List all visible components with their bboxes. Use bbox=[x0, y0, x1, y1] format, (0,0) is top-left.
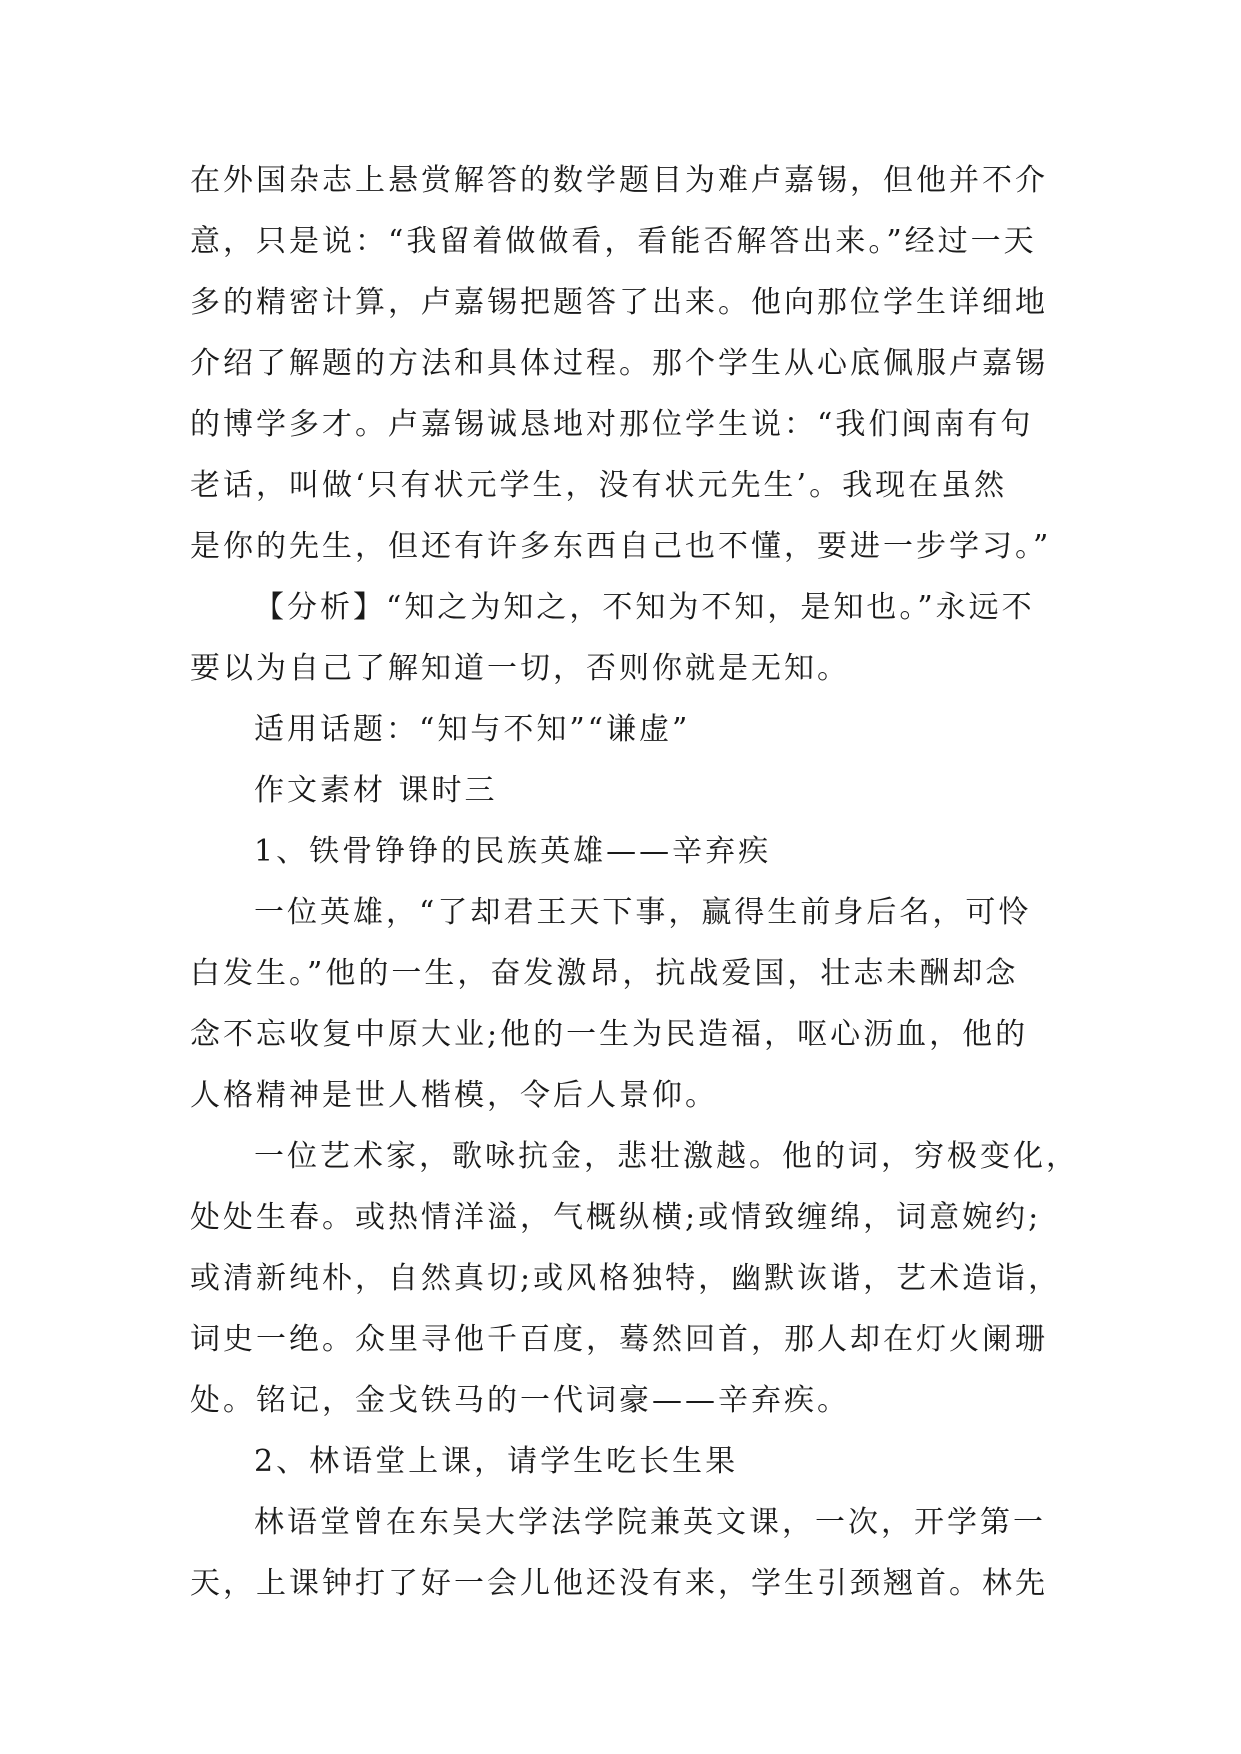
analysis-line-2: 要以为自己了解知道一切，否则你就是无知。 bbox=[190, 651, 850, 686]
text-line-13: 一位英雄，“了却君王天下事，赢得生前身后名，可怜 bbox=[254, 895, 1032, 930]
text-line-23: 林语堂曾在东吴大学法学院兼英文课，一次，开学第一 bbox=[254, 1505, 1046, 1540]
analysis-line-1: 【分析】“知之为知之，不知为不知，是知也。”永远不 bbox=[254, 590, 1035, 625]
text-line-5: 的博学多才。卢嘉锡诚恳地对那位学生说：“我们闽南有句 bbox=[190, 407, 1034, 442]
item-2-heading: 2、林语堂上课，请学生吃长生果 bbox=[254, 1444, 739, 1479]
text-line-17: 一位艺术家，歌咏抗金，悲壮激越。他的词，穷极变化， bbox=[254, 1139, 1079, 1174]
document-body bbox=[190, 150, 1079, 1614]
text-line-24: 天，上课钟打了好一会儿他还没有来，学生引颈翘首。林先 bbox=[190, 1566, 1048, 1601]
section-heading: 作文素材 课时三 bbox=[254, 773, 498, 808]
text-line-19: 或清新纯朴，自然真切;或风格独特，幽默诙谐，艺术造诣， bbox=[190, 1261, 1062, 1296]
text-line-16: 人格精神是世人楷模，令后人景仰。 bbox=[190, 1078, 718, 1113]
text-line-6: 老话，叫做‘只有状元学生，没有状元先生’。我现在虽然 bbox=[190, 468, 1008, 503]
text-line-4: 介绍了解题的方法和具体过程。那个学生从心底佩服卢嘉锡 bbox=[190, 346, 1048, 381]
text-line-18: 处处生春。或热情洋溢，气概纵横;或情致缠绵，词意婉约; bbox=[190, 1200, 1042, 1235]
text-line-7: 是你的先生，但还有许多东西自己也不懂，要进一步学习。” bbox=[190, 529, 1052, 564]
text-line-21: 处。铭记，金戈铁马的一代词豪——辛弃疾。 bbox=[190, 1383, 850, 1418]
topic-line: 适用话题：“知与不知”“谦虚” bbox=[254, 712, 691, 747]
text-line-15: 念不忘收复中原大业;他的一生为民造福，呕心沥血，他的 bbox=[190, 1017, 1029, 1052]
text-line-1: 在外国杂志上悬赏解答的数学题目为难卢嘉锡，但他并不介 bbox=[190, 163, 1048, 198]
text-line-3: 多的精密计算，卢嘉锡把题答了出来。他向那位学生详细地 bbox=[190, 285, 1048, 320]
item-1-heading: 1、铁骨铮铮的民族英雄——辛弃疾 bbox=[254, 834, 772, 869]
text-line-2: 意，只是说：“我留着做做看，看能否解答出来。”经过一天 bbox=[190, 224, 1037, 259]
text-line-20: 词史一绝。众里寻他千百度，蓦然回首，那人却在灯火阑珊 bbox=[190, 1322, 1048, 1357]
text-line-14: 白发生。”他的一生，奋发激昂，抗战爱国，壮志未酬却念 bbox=[190, 956, 1019, 991]
